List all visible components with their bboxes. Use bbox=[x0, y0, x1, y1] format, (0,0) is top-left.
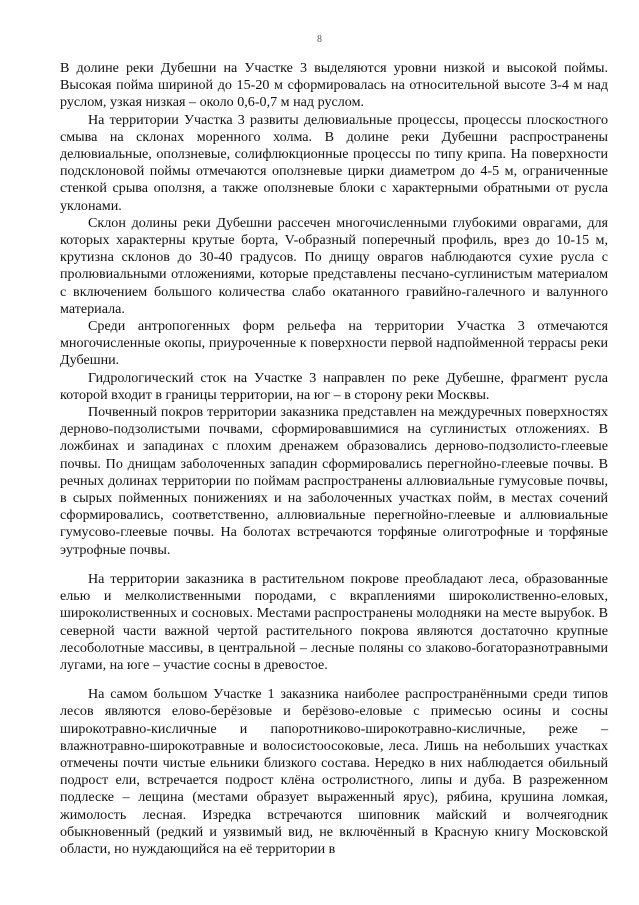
paragraph-ravines: Склон долины реки Дубешни рассечен многочисленными глубокими оврагами, для которых характерны крутые борта, V-образный поперечный профиль, врез до 10-15 м, крутизна склонов до 30-40 градусов. По днищу оврагов наблюдаются сухие русла с пролювиальными отложениями, которые представлены песчано-суглинистым материалом с включением большого количества слабо окатанного гравийно-галечного и валунного материала. bbox=[60, 214, 608, 317]
paragraph-slope-processes: На территории Участка 3 развиты делювиальные процессы, процессы плоскостного смыва на склонах моренного холма. В долине реки Дубешни распространены делювиальные, оползневые, солифлюкционные процессы по типу крипа. На поверхности подсклоновой поймы отмечаются оползневые цирки диаметром до 4-5 м, ограниченные стенкой срыва оползня, а также оползневые блоки с характерными обратными от русла уклонами. bbox=[60, 111, 608, 214]
paragraph-forest-types: На самом большом Участке 1 заказника наиболее распространёнными среди типов лесов являются елово-берёзовые и берёзово-еловые с примесью осины и сосны широкотравно-кисличные и папоротниково-широкотравно-кисличные, реже – влажнотравно-широкотравные и волосистоосоковые, леса. Лишь на небольших участках отмечены почти чистые ельники близкого состава. Нередко в них наблюдается обильный подрост ели, встречается подрост клёна остролистного, липы и дуба. В разреженном подлеске – лещина (местами образует выраженный ярус), рябина, крушина ломкая, жимолость лесная. Изредка встречаются шиповник майский и волчеягодник обыкновенный (редкий и уязвимый вид, не включённый в Красную книгу Московской области, но нуждающийся на её территории в bbox=[60, 686, 608, 857]
paragraph-anthropogenic-relief: Среди антропогенных форм рельефа на территории Участка 3 отмечаются многочисленные окопы, приуроченные к поверхности первой надпойменной террасы реки Дубешни. bbox=[60, 318, 608, 369]
page-number: 8 bbox=[317, 34, 322, 45]
paragraph-vegetation-cover: На территории заказника в растительном покрове преобладают леса, образованные елью и мелколиственными породами, с вкраплениями широколиственно-еловых, широколиственных и сосновых. Местами распространены молодняки на месте вырубок. В северной части важной чертой растительного покрова являются достаточно крупные лесоболотные массивы, в центральной – лесные поляны со злаково-богаторазнотравными лугами, на юге – участие сосны в древостое. bbox=[60, 570, 608, 673]
paragraph-soil-cover: Почвенный покров территории заказника представлен на междуречных поверхностях дерново-подзолистыми почвами, сформировавшимися на суглинистых отложениях. В ложбинах и западинах с плохим дренажем образовались дерново-подзолисто-глеевые почвы. По днищам заболоченных западин сформировались перегнойно-глеевые почвы. В речных долинах территории по поймам распространены аллювиальные гумусовые почвы, в сырых пойменных понижениях и на заболоченных участках пойм, в местах сочений сформировались, соответственно, аллювиальные перегнойно-глеевые и аллювиальные гумусово-глеевые почвы. На болотах встречаются торфяные олиготрофные и торфяные эутрофные почвы. bbox=[60, 404, 608, 558]
paragraph-hydrology: Гидрологический сток на Участке 3 направлен по реке Дубешне, фрагмент русла которой входит в границы территории, на юг – в сторону реки Москвы. bbox=[60, 369, 608, 403]
paragraph-floodplain-levels: В долине реки Дубешни на Участке 3 выделяются уровни низкой и высокой поймы. Высокая пойма шириной до 15-20 м сформировалась на относительной высоте 3-4 м над руслом, узкая низкая – около 0,6-0,7 м над руслом. bbox=[60, 60, 608, 111]
body-text bbox=[60, 60, 608, 858]
